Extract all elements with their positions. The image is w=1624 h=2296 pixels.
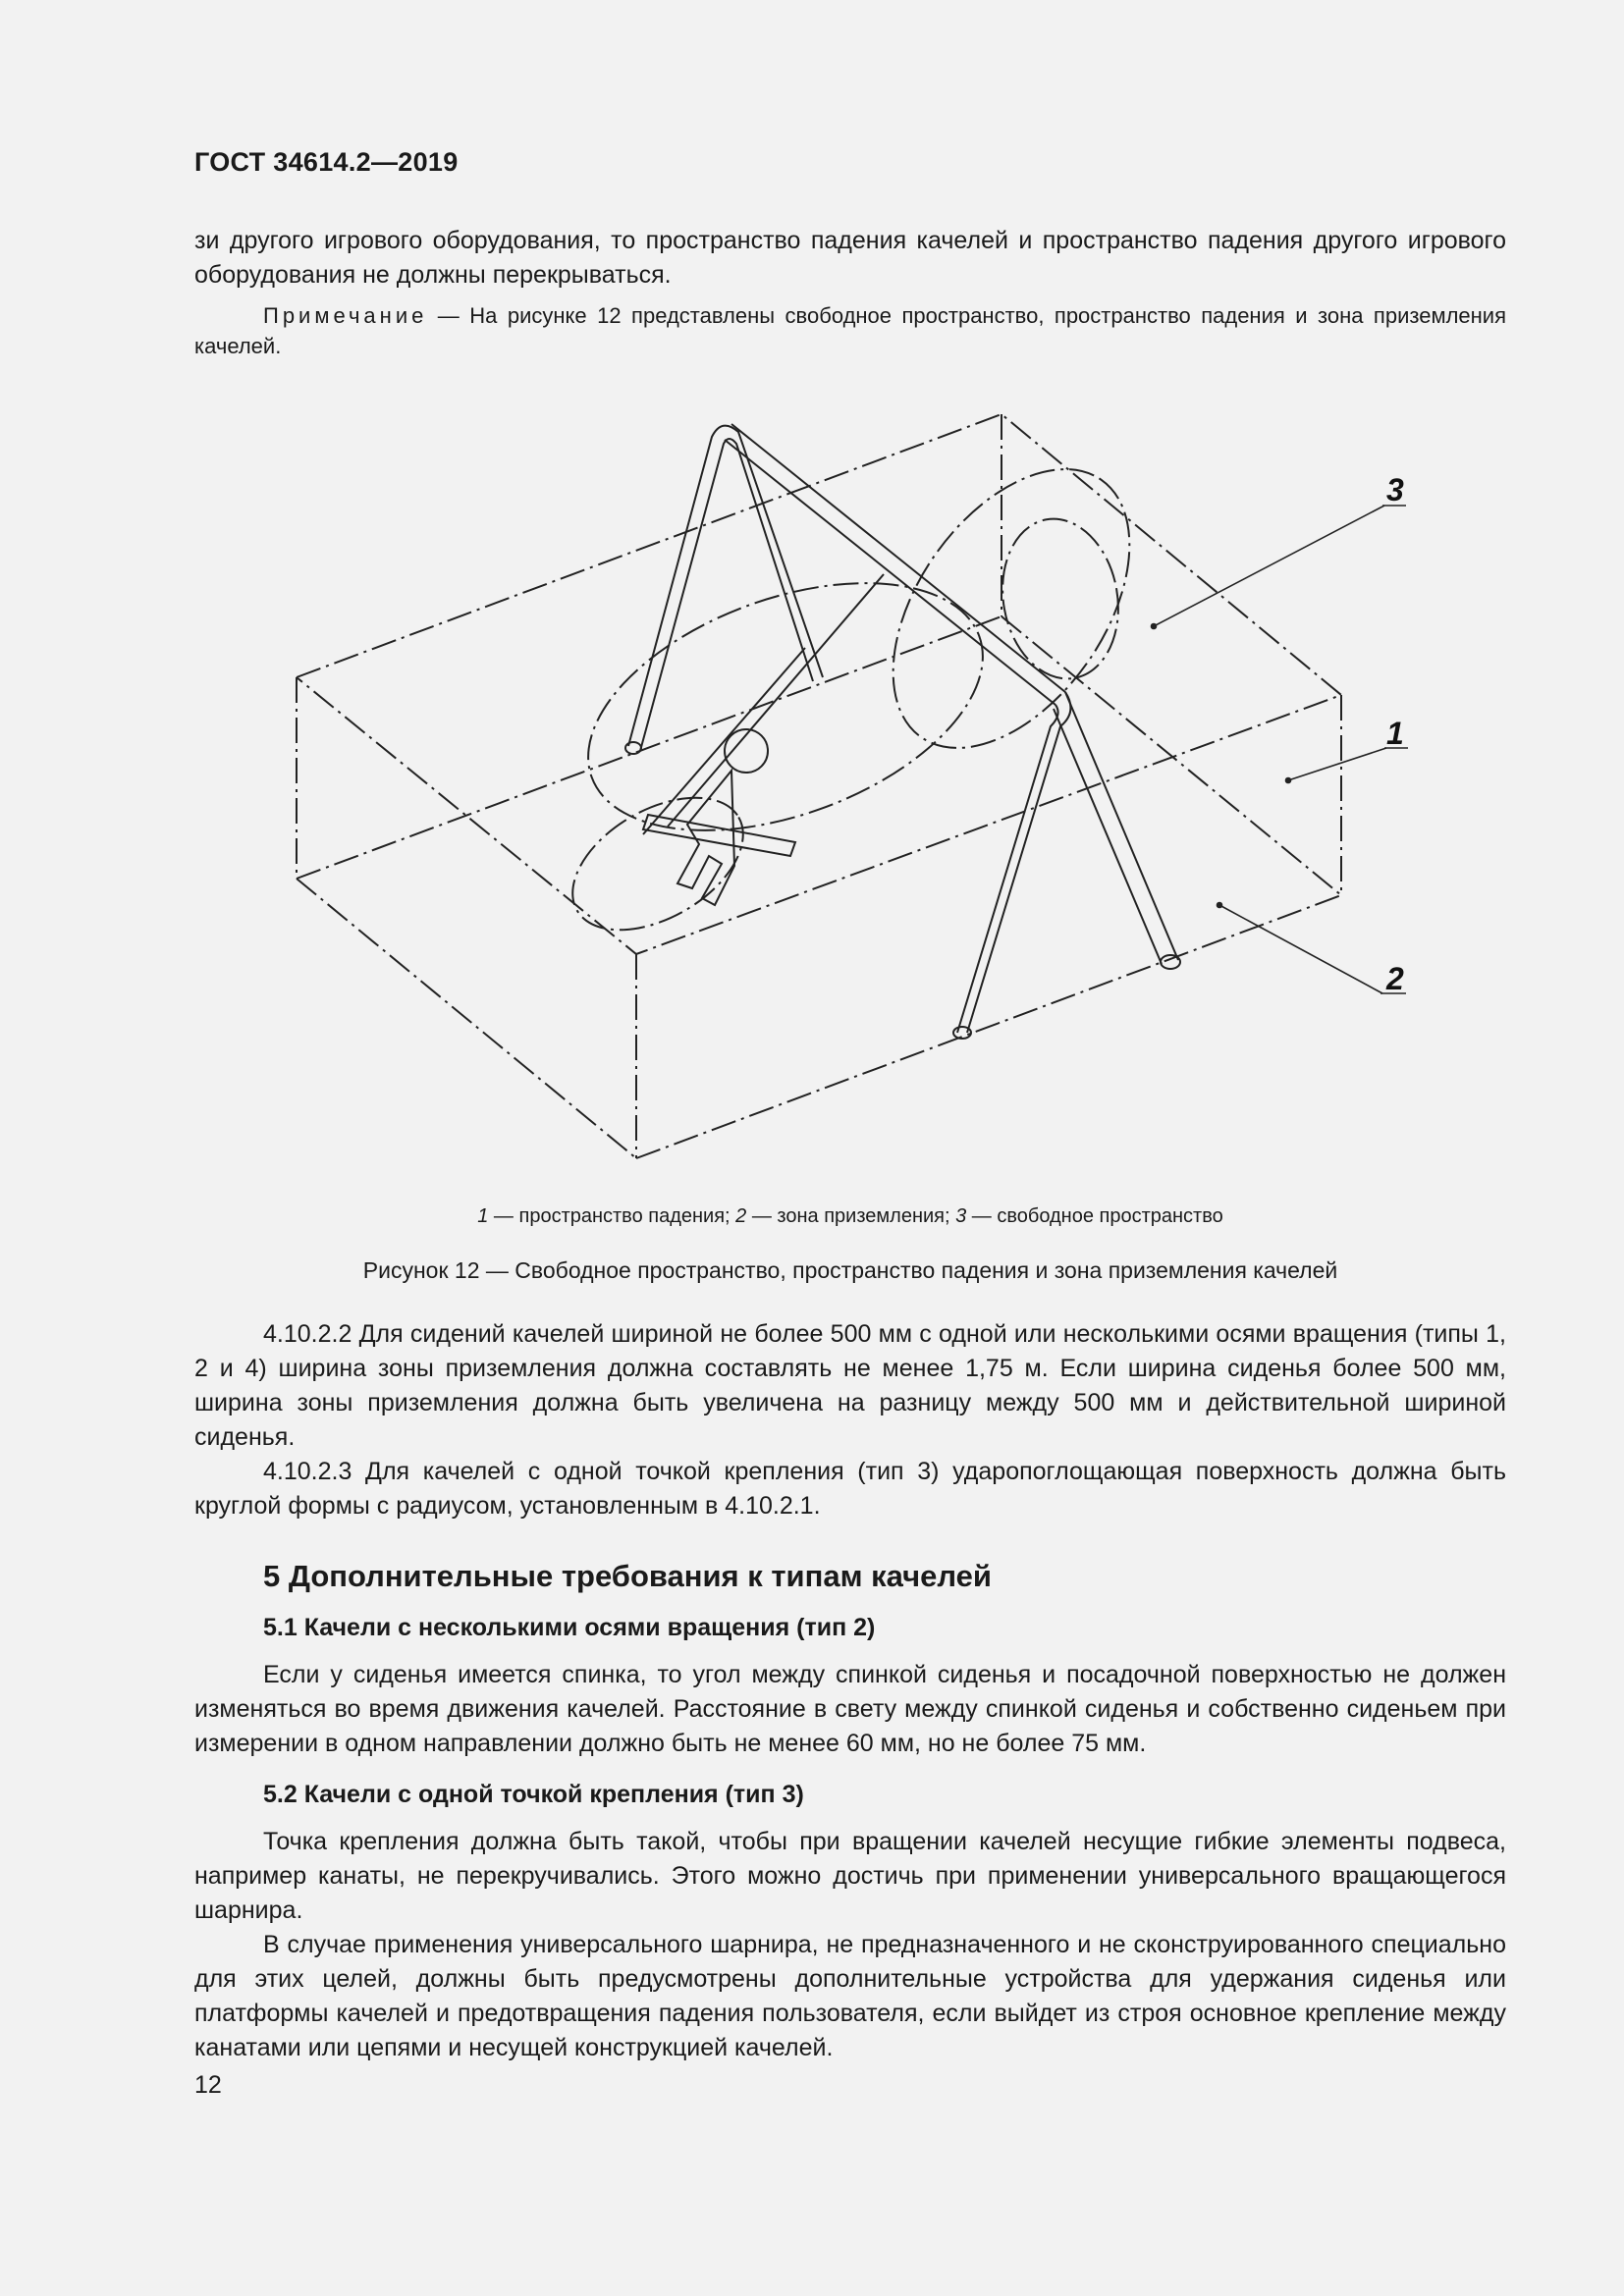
callout-3: 3 — [1386, 472, 1404, 507]
subsection-5-2-heading: 5.2 Качели с одной точкой крепления (тип 3) — [263, 1781, 804, 1808]
swing-frame — [625, 424, 1180, 1039]
figure-title: Рисунок 12 — Свободное пространство, пространство падения и зона приземления качелей — [362, 1257, 1338, 1283]
legend-num-1: 1 — [477, 1205, 489, 1227]
callout-2: 2 — [1386, 961, 1404, 996]
page-number: 12 — [194, 2071, 222, 2099]
figure-legend — [194, 1200, 1506, 1234]
note-label: Примечание — [263, 303, 428, 328]
legend-text-1: — пространство падения; — [488, 1205, 736, 1227]
free-space-ellipses — [550, 426, 1177, 957]
subsection-5-1-heading: 5.1 Качели с несколькими осями вращения (тип 2) — [263, 1614, 876, 1641]
legend-num-2: 2 — [735, 1205, 747, 1227]
body-text — [194, 1317, 1506, 2065]
figure-caption — [194, 1200, 1506, 1288]
section-5-heading: 5 Дополнительные требования к типам качелей — [263, 1559, 992, 1593]
clause-4-10-2-3: 4.10.2.3 Для качелей с одной точкой крепления (тип 3) ударопоглощающая поверхность должна быть круглой формы с радиусом, установленным в 4.10.2.1. — [194, 1458, 1506, 1520]
fall-space-box — [297, 414, 1341, 1158]
note-text: — На рисунке 12 представлены свободное пространство, пространство падения и зона приземления качелей. — [194, 303, 1506, 358]
clause-4-10-2-2: 4.10.2.2 Для сидений качелей шириной не более 500 мм с одной или несколькими осями вращения (типы 1, 2 и 4) ширина зоны приземления должна составлять не менее 1,75 м. Если ширина сиденья более 500 мм, ширина зоны приземления должна быть увеличена на разницу между 500 мм и действительной шириной сиденья. — [194, 1320, 1506, 1451]
subsection-5-2-text-1: Точка крепления должна быть такой, чтобы при вращении качелей несущие гибкие элементы подвеса, например канаты, не перекручивались. Этого можно достичь при применении универсального вращающегося шарнира. — [194, 1828, 1506, 1924]
document-id-header: ГОСТ 34614.2—2019 — [194, 147, 459, 177]
continuation-paragraph: зи другого игрового оборудования, то пространство падения качелей и пространство падения другого игрового оборудования не должны перекрываться. — [194, 227, 1506, 289]
legend-num-3: 3 — [955, 1205, 967, 1227]
legend-text-3: — свободное пространство — [966, 1205, 1223, 1227]
callout-1: 1 — [1386, 716, 1404, 751]
subsection-5-2-text-2: В случае применения универсального шарнира, не предназначенного и не сконструированного специально для этих целей, должны быть предусмотрены дополнительные устройства для удержания сиденья или платформы качелей и предотвращения падения пользователя, если выйдет из строя основное крепление между канатами или цепями и несущей конструкцией качелей. — [194, 1931, 1506, 2061]
callout-leaders — [1152, 506, 1409, 993]
subsection-5-1-text: Если у сиденья имеется спинка, то угол между спинкой сиденья и посадочной поверхностью не должен изменяться во время движения качелей. Расстояние в свету между спинкой сиденья и собственно сиденьем при измерении в одном направлении должно быть не менее 60 мм, но не более 75 мм. — [194, 1661, 1506, 1757]
legend-text-2: — зона приземления; — [746, 1205, 956, 1227]
